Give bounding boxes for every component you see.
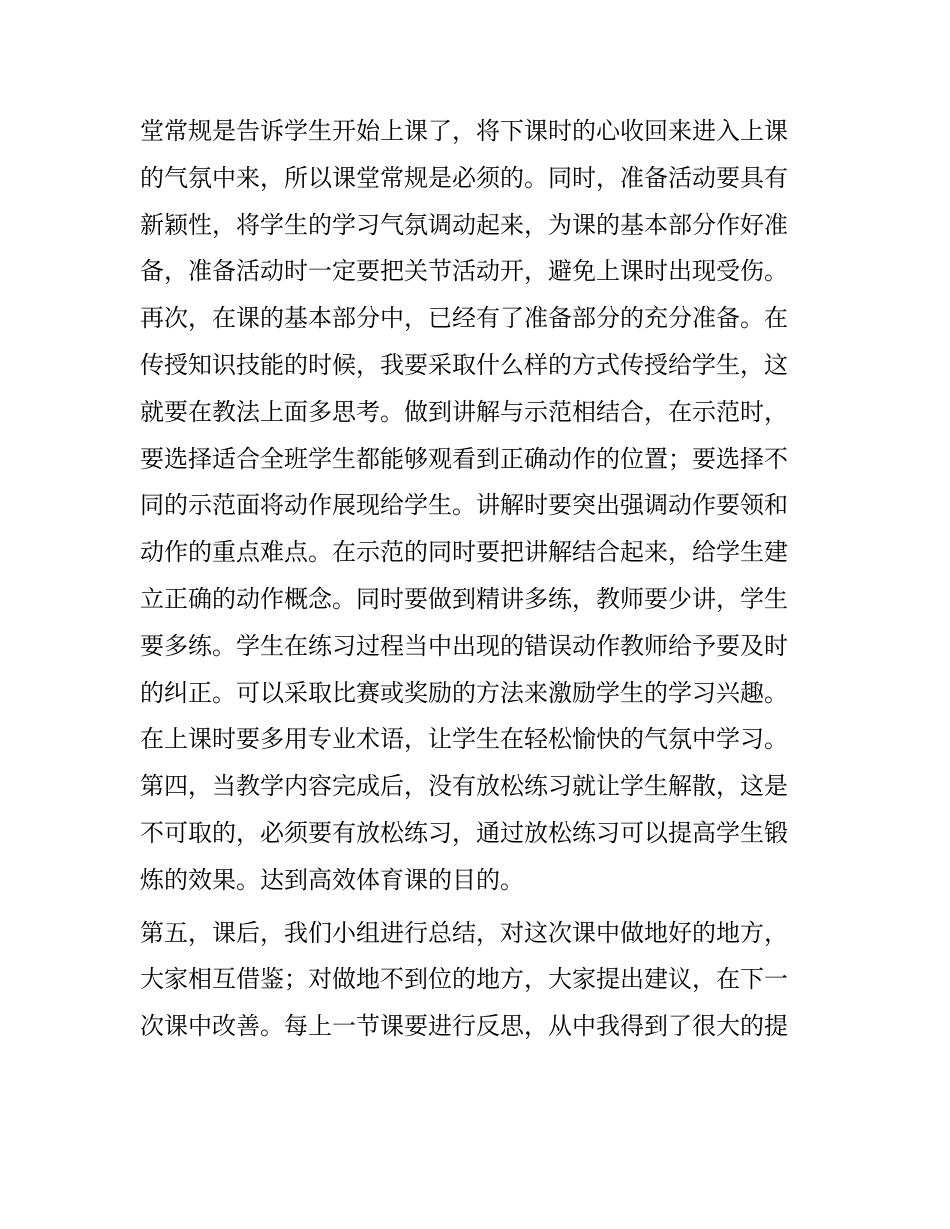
text-line: 再次，在课的基本部分中，已经有了准备部分的充分准备。在 bbox=[140, 304, 788, 333]
text-line: 要选择适合全班学生都能够观看到正确动作的位置；要选择不 bbox=[140, 444, 788, 473]
text-line: 要多练。学生在练习过程当中出现的错误动作教师给予要及时 bbox=[140, 631, 788, 660]
text-line: 就要在教法上面多思考。做到讲解与示范相结合，在示范时， bbox=[140, 397, 788, 426]
text-line: 的气氛中来，所以课堂常规是必须的。同时，准备活动要具有 bbox=[140, 163, 788, 192]
text-line: 动作的重点难点。在示范的同时要把讲解结合起来，给学生建 bbox=[140, 538, 788, 567]
body-text bbox=[140, 108, 820, 1050]
text-line: 第五，课后，我们小组进行总结，对这次课中做地好的地方， bbox=[140, 918, 788, 947]
text-line: 立正确的动作概念。同时要做到精讲多练，教师要少讲，学生 bbox=[140, 584, 788, 613]
text-line: 同的示范面将动作展现给学生。讲解时要突出强调动作要领和 bbox=[140, 491, 788, 520]
text-line: 在上课时要多用专业术语，让学生在轻松愉快的气氛中学习。 bbox=[140, 725, 788, 754]
text-line: 新颖性，将学生的学习气氛调动起来，为课的基本部分作好准 bbox=[140, 210, 788, 239]
text-line: 次课中改善。每上一节课要进行反思，从中我得到了很大的提 bbox=[140, 1012, 788, 1041]
text-line: 不可取的，必须要有放松练习，通过放松练习可以提高学生锻 bbox=[140, 818, 788, 847]
text-line: 的纠正。可以采取比赛或奖励的方法来激励学生的学习兴趣。 bbox=[140, 678, 788, 707]
text-line: 堂常规是告诉学生开始上课了，将下课时的心收回来进入上课 bbox=[140, 117, 788, 145]
text-line: 备，准备活动时一定要把关节活动开，避免上课时出现受伤。 bbox=[140, 257, 788, 286]
text-line: 第四，当教学内容完成后，没有放松练习就让学生解散，这是 bbox=[140, 772, 788, 801]
text-line: 传授知识技能的时候，我要采取什么样的方式传授给学生，这 bbox=[140, 350, 788, 379]
text-line: 大家相互借鉴；对做地不到位的地方，大家提出建议，在下一 bbox=[140, 965, 788, 994]
text-line: 炼的效果。达到高效体育课的目的。 bbox=[140, 865, 524, 894]
